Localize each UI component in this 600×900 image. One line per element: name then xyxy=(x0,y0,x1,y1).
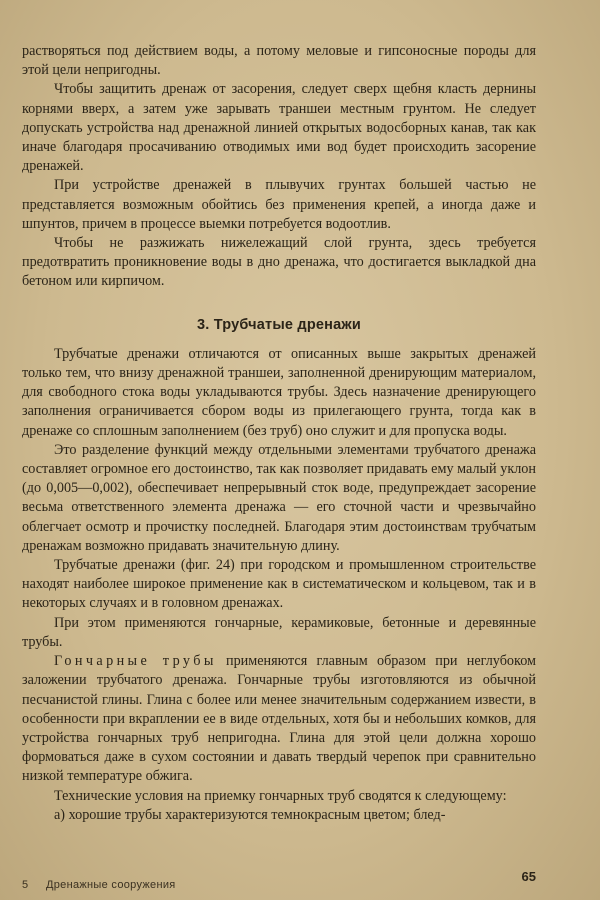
paragraph-10: Технические условия на приемку гончарных труб сводятся к следующему: xyxy=(54,787,507,804)
section-title: 3. Трубчатые дренажи xyxy=(197,316,361,333)
paragraph-9-rest: применяются главным образом при неглубоком заложении трубчатого дренажа. Гончарные трубы изготовляются из обычной песчанистой глины. Глина с более или менее значительным содержанием извести, в особенности при вкраплении ее в виде отдельных, хотя бы и небольших комков, для устройства гончарных труб непригодна. Глина для этой цели должна хорошо формоваться даже в сухом состоянии и давать твердый черепок при сравнительно низкой температуре обжига. xyxy=(22,653,536,785)
running-title: Дренажные сооружения xyxy=(46,879,176,891)
paragraph-5: Трубчатые дренажи отличаются от описанных выше закрытых дренажей только тем, что внизу дренажной траншеи, заполненной дренирующим материалом, для свободного стока воды укладываются трубы. Здесь назначение дренирующего заполнения ограничивается сбором воды из прилегающего грунта, тогда как в дренаже со сплошным заполнением (без труб) оно служит и для пропуска воды. xyxy=(22,345,536,439)
paragraph-3: При устройстве дренажей в плывучих грунтах большей частью не представляется возможным обойтись без применения крепей, а иногда даже и шпунтов, причем в процессе выемки потребуется водоотлив. xyxy=(22,177,536,232)
paragraph-1: растворяться под действием воды, а потому меловые и гипсоносные породы для этой цели непригодны. xyxy=(22,43,536,79)
paragraph-6: Это разделение функций между отдельными элементами трубчатого дренажа составляет огромное его достоинство, так как позволяет придавать ему малый уклон (до 0,005—0,002), обеспечивает непрерывный сток воде, предупреждает засорение весьма ответственного элемента дренажа — его сточной части и чрезвычайно облегчает осмотр и прочистку последней. Благодаря этим достоинствам трубчатым дренажам возможно придавать значительную длину. xyxy=(22,441,536,554)
page-footer xyxy=(22,873,536,895)
paragraph-8: При этом применяются гончарные, керамиковые, бетонные и деревянные трубы. xyxy=(22,614,536,650)
paragraph-11: а) хорошие трубы характеризуются темнокрасным цветом; блед- xyxy=(54,806,446,823)
paragraph-7: Трубчатые дренажи (фиг. 24) при городском и промышленном строительстве находят наиболее широкое применение как в систематическом и кольцевом, так и в некоторых случаях и в головном дренажах. xyxy=(22,557,536,612)
page-text xyxy=(22,42,536,825)
signature-mark: 5 xyxy=(22,879,29,891)
page-number: 65 xyxy=(521,869,536,884)
paragraph-4: Чтобы не разжижать нижележащий слой грунта, здесь требуется предотвратить проникновение воды в дно дренажа, что достигается выкладкой дна бетоном или кирпичом. xyxy=(22,235,536,290)
spaced-term: Гончарные трубы xyxy=(54,653,217,670)
paragraph-9 xyxy=(22,652,536,786)
paragraph-2: Чтобы защитить дренаж от засорения, следует сверх щебня класть дернины корнями вверх, а затем уже зарывать траншеи местным грунтом. Не следует допускать устройства над дренажной линией открытых водосборных канав, так как иначе благодаря просачиванию отводимых ими вод будет происходить засорение дренажей. xyxy=(22,81,536,175)
